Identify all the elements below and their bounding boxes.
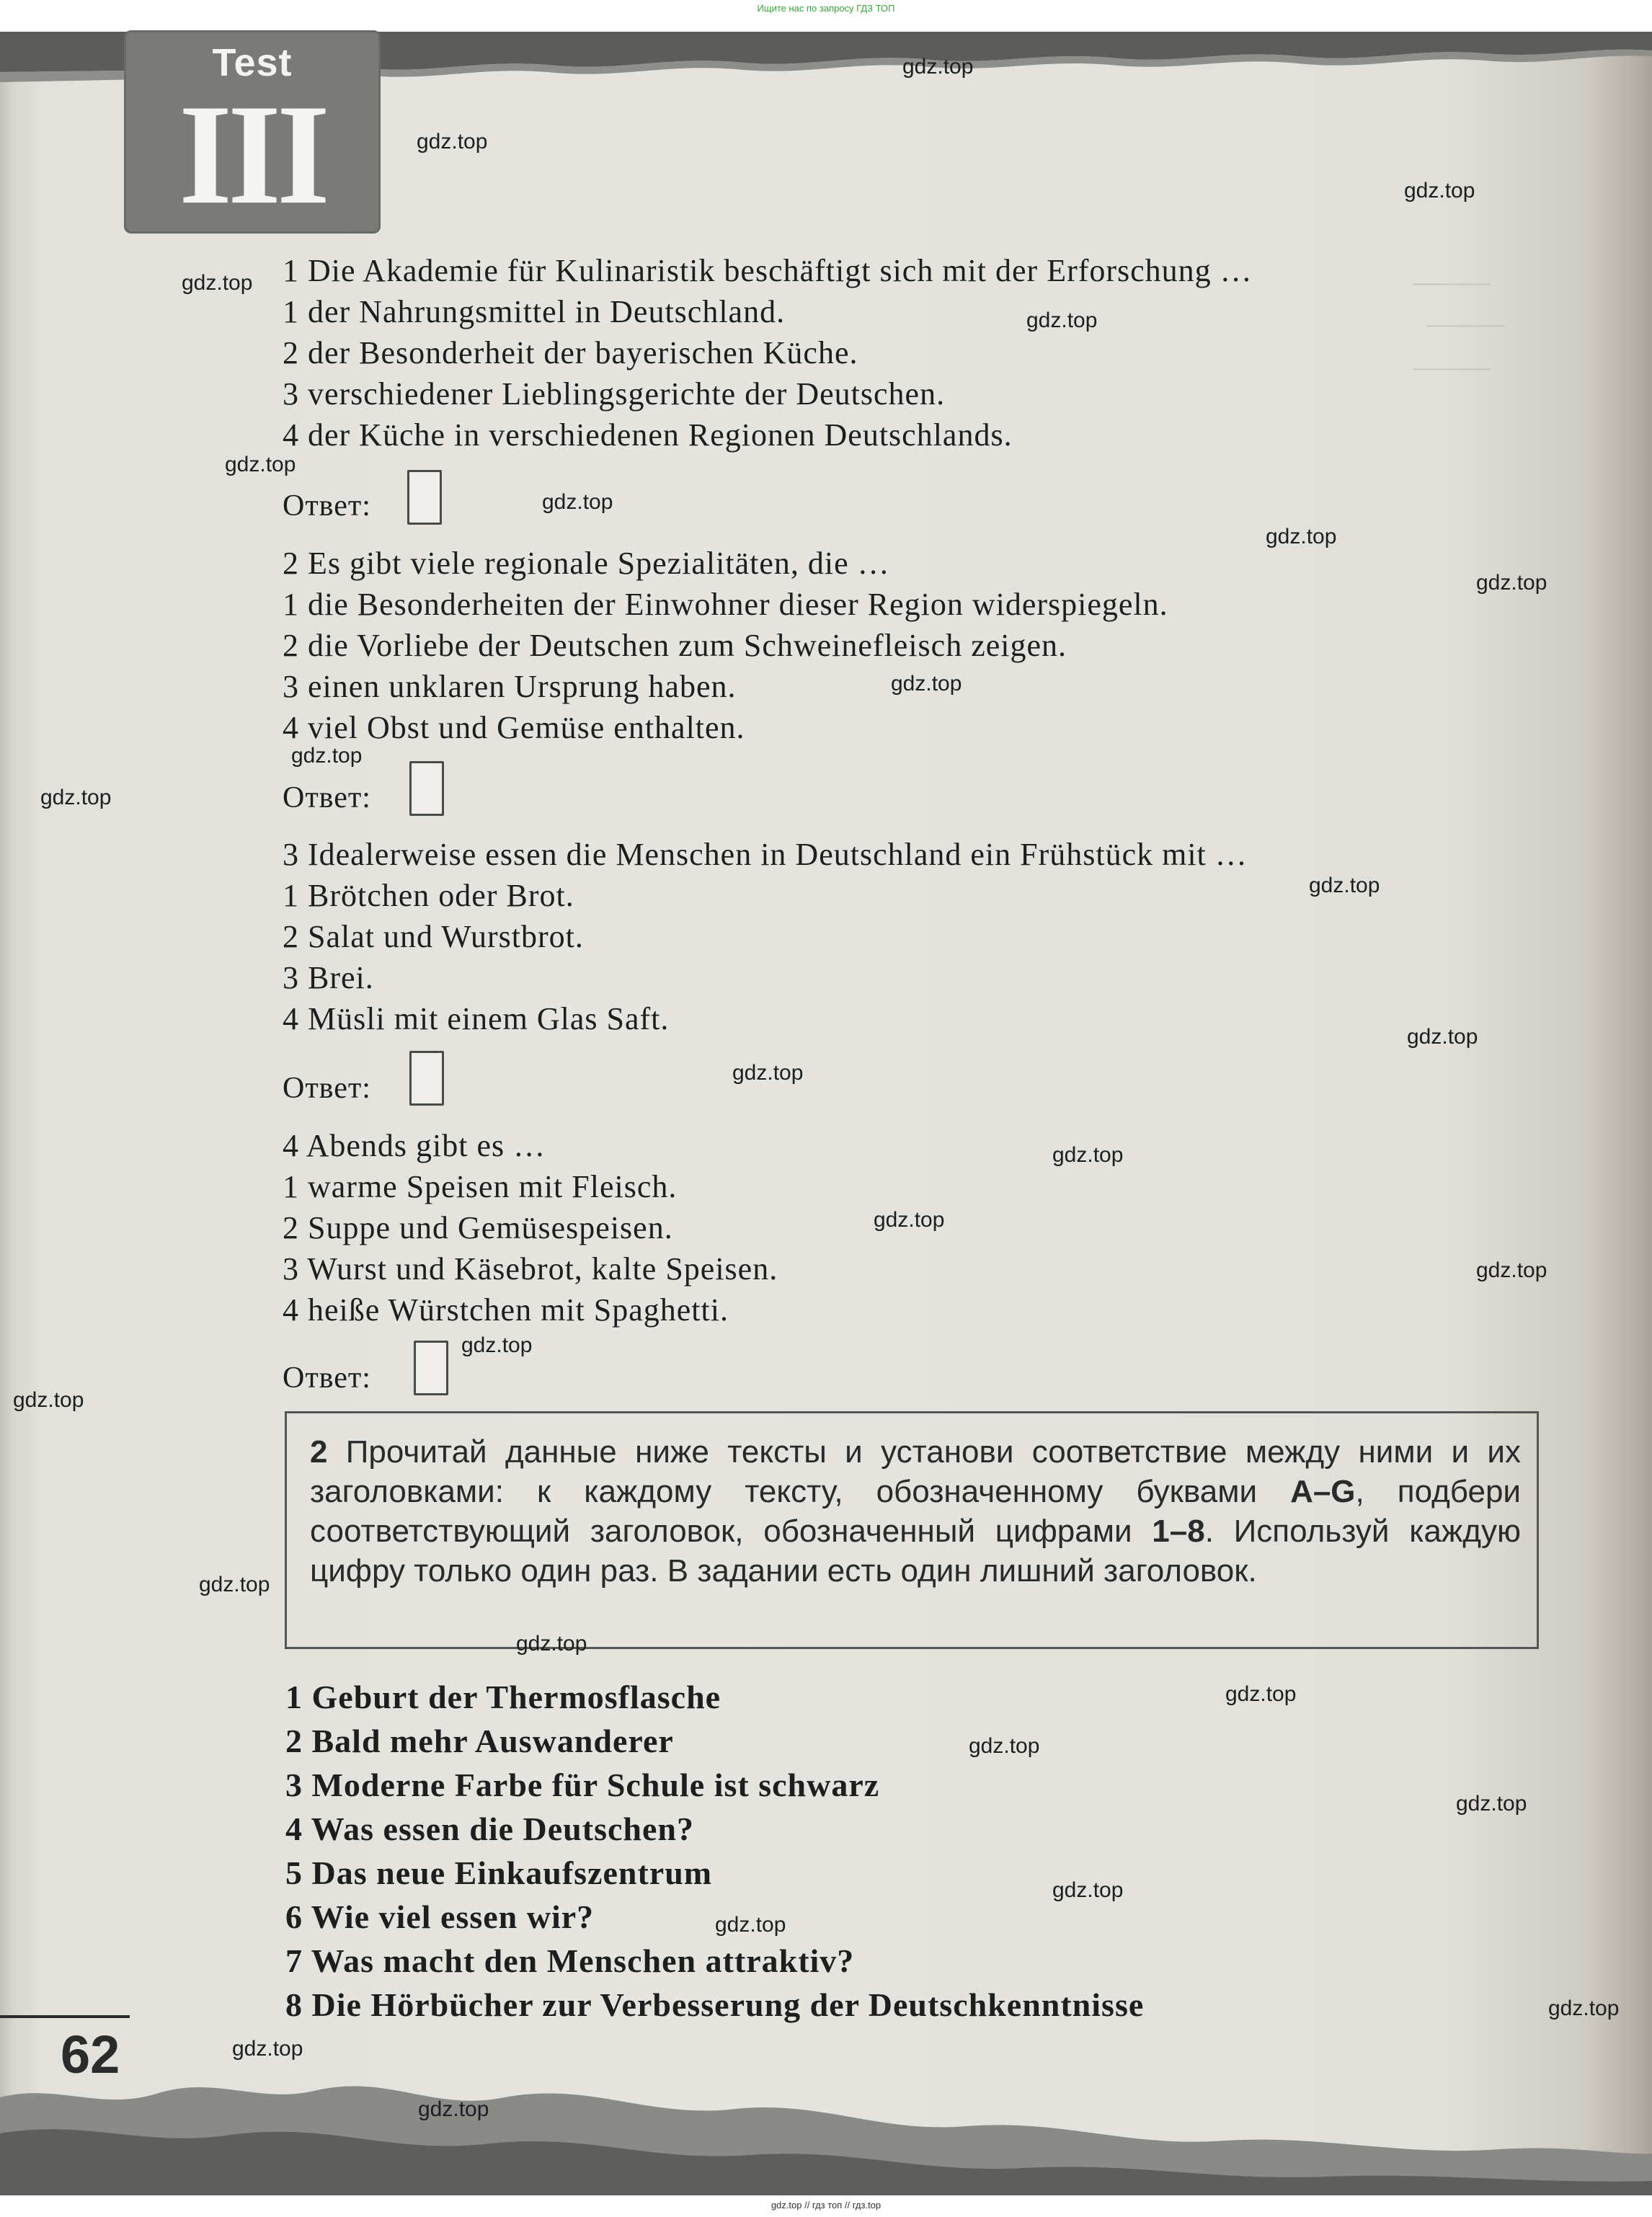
watermark: gdz.top (874, 1208, 945, 1232)
watermark: gdz.top (1476, 1258, 1547, 1282)
question-1-option-4: 4 der Küche in verschiedenen Regionen Deutschlands. (283, 417, 1013, 453)
watermark: gdz.top (891, 672, 962, 696)
page-number-rule (0, 2015, 130, 2018)
question-3-option-2: 2 Salat und Wurstbrot. (283, 919, 584, 954)
question-4-answer-box[interactable] (414, 1341, 448, 1395)
watermark: gdz.top (1026, 308, 1098, 332)
question-2-option-3: 3 einen unklaren Ursprung haben. (283, 669, 737, 704)
watermark: gdz.top (199, 1573, 270, 1596)
watermark: gdz.top (182, 271, 253, 295)
task-number-range: 1–8 (1152, 1514, 1205, 1549)
question-3-answer-box[interactable] (409, 1051, 444, 1106)
watermark: gdz.top (1052, 1878, 1124, 1902)
watermark: gdz.top (13, 1388, 84, 1412)
badge-label: Test (212, 41, 293, 84)
question-2-option-2: 2 die Vorliebe der Deutschen zum Schweinefleisch zeigen. (283, 628, 1067, 663)
top-search-note: Ищите нас по запросу ГДЗ ТОП (757, 3, 895, 14)
task-number: 2 (310, 1434, 328, 1470)
question-3-option-4: 4 Müsli mit einem Glas Saft. (283, 1001, 670, 1036)
headline-4: 4 Was essen die Deutschen? (285, 1811, 694, 1847)
watermark: gdz.top (1404, 179, 1475, 203)
question-3-answer-label: Ответ: (283, 1072, 371, 1105)
question-4-option-4: 4 heiße Würstchen mit Spaghetti. (283, 1292, 729, 1328)
watermark: gdz.top (291, 744, 363, 768)
watermark: gdz.top (418, 2097, 489, 2121)
watermark: gdz.top (1548, 1996, 1620, 2020)
watermark: gdz.top (1407, 1025, 1478, 1049)
watermark: gdz.top (1456, 1792, 1527, 1816)
headline-7: 7 Was macht den Menschen attraktiv? (285, 1942, 855, 1979)
question-4-option-3: 3 Wurst und Käsebrot, kalte Speisen. (283, 1251, 778, 1287)
question-2-stem: 2 Es gibt viele regionale Spezialitäten, die … (283, 546, 890, 581)
question-4-option-2: 2 Suppe und Gemüsespeisen. (283, 1210, 673, 1245)
headline-3: 3 Moderne Farbe für Schule ist schwarz (285, 1767, 880, 1803)
watermark: gdz.top (417, 130, 488, 154)
page-number: 62 (61, 2025, 120, 2084)
question-2-answer-label: Ответ: (283, 781, 371, 814)
watermark: gdz.top (40, 786, 112, 809)
watermark: gdz.top (1309, 874, 1380, 897)
watermark: gdz.top (715, 1913, 786, 1937)
watermark: gdz.top (1266, 525, 1337, 548)
watermark: gdz.top (542, 490, 613, 514)
watermark: gdz.top (902, 55, 974, 79)
question-1-stem: 1 Die Akademie für Kulinaristik beschäftigt sich mit der Erforschung … (283, 253, 1253, 288)
torn-edge-bottom (0, 2069, 1652, 2203)
question-4-stem: 4 Abends gibt es … (283, 1128, 546, 1163)
question-4-answer-label: Ответ: (283, 1361, 371, 1395)
question-3-option-3: 3 Brei. (283, 960, 374, 995)
watermark: gdz.top (461, 1333, 533, 1357)
watermark: gdz.top (1225, 1682, 1297, 1706)
task-2-text (310, 1432, 1521, 1591)
question-1-option-1: 1 der Nahrungsmittel in Deutschland. (283, 294, 786, 329)
watermark: gdz.top (225, 453, 296, 476)
watermark: gdz.top (969, 1734, 1040, 1758)
question-2-option-4: 4 viel Obst und Gemüse enthalten. (283, 710, 745, 745)
watermark: gdz.top (516, 1632, 587, 1656)
headline-1: 1 Geburt der Thermosflasche (285, 1679, 721, 1715)
test-badge (124, 30, 381, 234)
task-text-part-1: Прочитай данные ниже тексты и установи соответствие между ними и их заголовками: к каждому тексту, обозначенному буквами (310, 1434, 1521, 1509)
question-3-option-1: 1 Brötchen oder Brot. (283, 878, 574, 913)
headline-8: 8 Die Hörbücher zur Verbesserung der Deutschkenntnisse (285, 1986, 1145, 2023)
task-2-instructions (285, 1411, 1539, 1649)
question-1-option-2: 2 der Besonderheit der bayerischen Küche. (283, 335, 858, 370)
workbook-page: _____ _____ _____ Ищите нас по запросу ГДЗ ТОП Test III 1 Die Akademie für Kulinaristik beschäftigt sich mit der Erforschung … 1 der Nahrungsmittel in Deutschland. 2 der Besonderheit der bayerischen Küche. 3 verschiedener Lieblingsgerichte der Deutschen. 4 der Küche in verschiedenen Regionen Deutschlands. Ответ: 2 Es gibt viele regionale Spezialitäten, die … 1 die Besonderheiten der Einwohner dieser Region widerspiegeln. 2 die Vorliebe der Deutschen zum Schweinefleisch zeigen. 3 einen unklaren Ursprung haben. 4 viel Obst und Gemüse enthalten. Ответ: 3 Idealerweise essen die Menschen in Deutschland ein Frühstück mit … 1 Brötchen oder Brot. 2 Salat und Wurstbrot. 3 Brei. 4 Müsli mit einem Glas Saft. Ответ: 4 Abends gibt es … 1 warme Speisen mit Fleisch. 2 Suppe und Gemüsespeisen. 3 Wurst und Käsebrot, kalte Speisen. 4 heiße Würstchen mit Spaghetti. Ответ: 2 Прочитай данные ниже тексты и установи соответствие между ними и их заголовками: к каждому тексту, обозначенному буквами A–G, подбери соответствующий заголовок, обозначенный цифрами 1–8. Используй каждую цифру только один раз. В задании есть один лишний заголовок. 1 Geburt der Thermosflasche 2 Bald mehr Auswanderer 3 Moderne Farbe für Schule ist schwarz 4 Was essen die Deutschen? 5 Das neue Einkaufszentrum 6 Wie viel essen wir? 7 Was macht den Menschen attraktiv? 8 Die Hörbücher zur Verbesserung der Deutschkenntnisse 62 gdz.top gdz.top gdz.top gdz.top gdz.top gdz.top gdz.top gdz.top gdz.top gdz.top gdz.top gdz.top gdz.top gdz.top gdz.top gdz.top gdz.top gdz.top gdz.top gdz.top gdz.top gdz.top gdz.top gdz.top gdz.top gdz.top gdz.top gdz.top gdz.top gdz.top gdz.top // гдз топ // гдз.top (0, 0, 1652, 2217)
task-letter-range: A–G (1290, 1474, 1356, 1509)
badge-number: III (179, 75, 326, 235)
question-1-option-3: 3 verschiedener Lieblingsgerichte der Deutschen. (283, 376, 946, 412)
watermark: gdz.top (232, 2037, 303, 2061)
watermark: gdz.top (1476, 571, 1547, 595)
task-text-part-2: , подбери соответствующий заголовок, обозначенный цифрами (310, 1474, 1521, 1549)
question-2-answer-box[interactable] (409, 761, 444, 816)
headline-6: 6 Wie viel essen wir? (285, 1898, 595, 1935)
question-1-answer-box[interactable] (407, 470, 442, 525)
headline-5: 5 Das neue Einkaufszentrum (285, 1854, 713, 1891)
question-1-answer-label: Ответ: (283, 489, 371, 523)
question-3-stem: 3 Idealerweise essen die Menschen in Deutschland ein Frühstück mit … (283, 837, 1248, 872)
task-text-part-3: . Используй каждую цифру только один раз. В задании есть один лишний заголовок. (310, 1514, 1521, 1589)
question-4-option-1: 1 warme Speisen mit Fleisch. (283, 1169, 678, 1204)
footer-note: gdz.top // гдз топ // гдз.top (771, 2200, 881, 2211)
watermark: gdz.top (732, 1061, 804, 1085)
watermark: gdz.top (1052, 1143, 1124, 1167)
question-2-option-1: 1 die Besonderheiten der Einwohner dieser Region widerspiegeln. (283, 587, 1168, 622)
headline-2: 2 Bald mehr Auswanderer (285, 1723, 674, 1759)
